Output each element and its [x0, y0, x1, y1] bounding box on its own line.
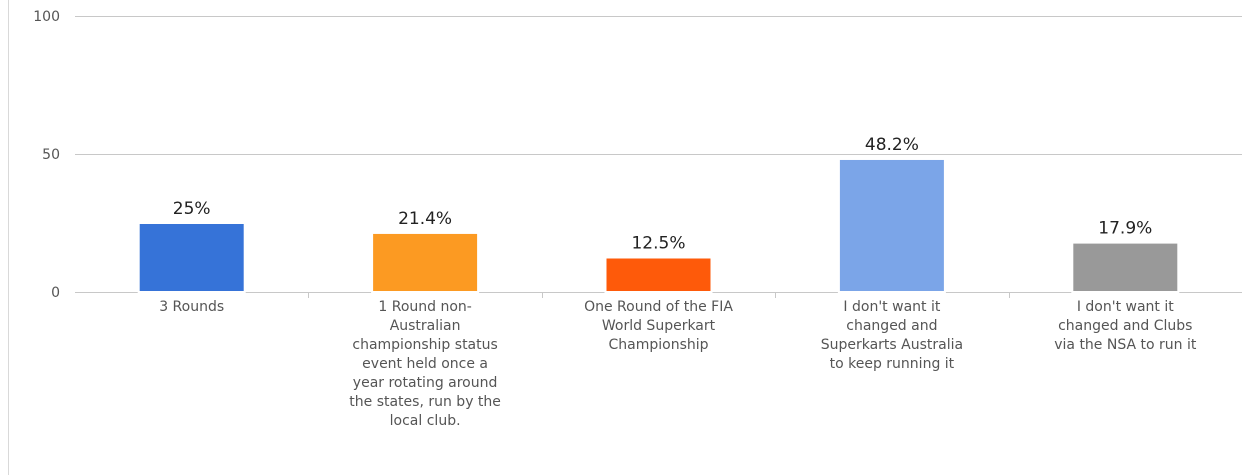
bar	[839, 159, 945, 292]
data-label: 21.4%	[398, 208, 453, 229]
x-tick-label	[92, 298, 292, 317]
x-tick-label-line: 1 Round non-	[378, 299, 472, 315]
x-tick-label-line: event held once a	[362, 356, 488, 372]
data-label: 48.2%	[864, 134, 919, 155]
x-tick-label-line: changed and	[846, 318, 938, 334]
x-tick-label-line: via the NSA to run it	[1054, 337, 1197, 353]
x-tick-label-line: local club.	[389, 413, 461, 429]
x-tick-label	[325, 298, 525, 431]
x-tick-label-line: Australian	[389, 318, 461, 334]
bar	[372, 233, 478, 292]
x-tick-label-line: 3 Rounds	[159, 299, 225, 315]
y-tick-label: 100	[33, 9, 60, 25]
data-label: 25%	[172, 199, 211, 219]
y-tick-label: 50	[42, 147, 60, 163]
x-tick-label	[792, 298, 992, 374]
x-tick-label-line: I don't want it	[843, 299, 941, 315]
bar	[1072, 243, 1178, 292]
x-tick-label-line: I don't want it	[1076, 299, 1174, 315]
x-tick-label-line: Superkarts Australia	[820, 337, 964, 353]
x-tick-label-line: Championship	[608, 337, 709, 353]
x-tick-label	[559, 298, 759, 355]
x-tick-label-line: championship status	[352, 337, 498, 353]
x-tick-label	[1025, 298, 1225, 355]
x-tick-label-line: the states, run by the	[349, 394, 501, 410]
x-tick-label-line: changed and Clubs	[1058, 318, 1193, 334]
x-tick-label-line: to keep running it	[829, 356, 955, 372]
bar	[606, 258, 712, 293]
x-tick-label-line: year rotating around	[352, 375, 498, 391]
x-tick-label-line: World Superkart	[601, 318, 716, 334]
x-tick-label-line: One Round of the FIA	[584, 299, 733, 315]
y-tick-label: 0	[51, 285, 60, 301]
data-label: 12.5%	[631, 233, 686, 254]
data-label: 17.9%	[1098, 218, 1153, 239]
bar	[139, 223, 245, 292]
